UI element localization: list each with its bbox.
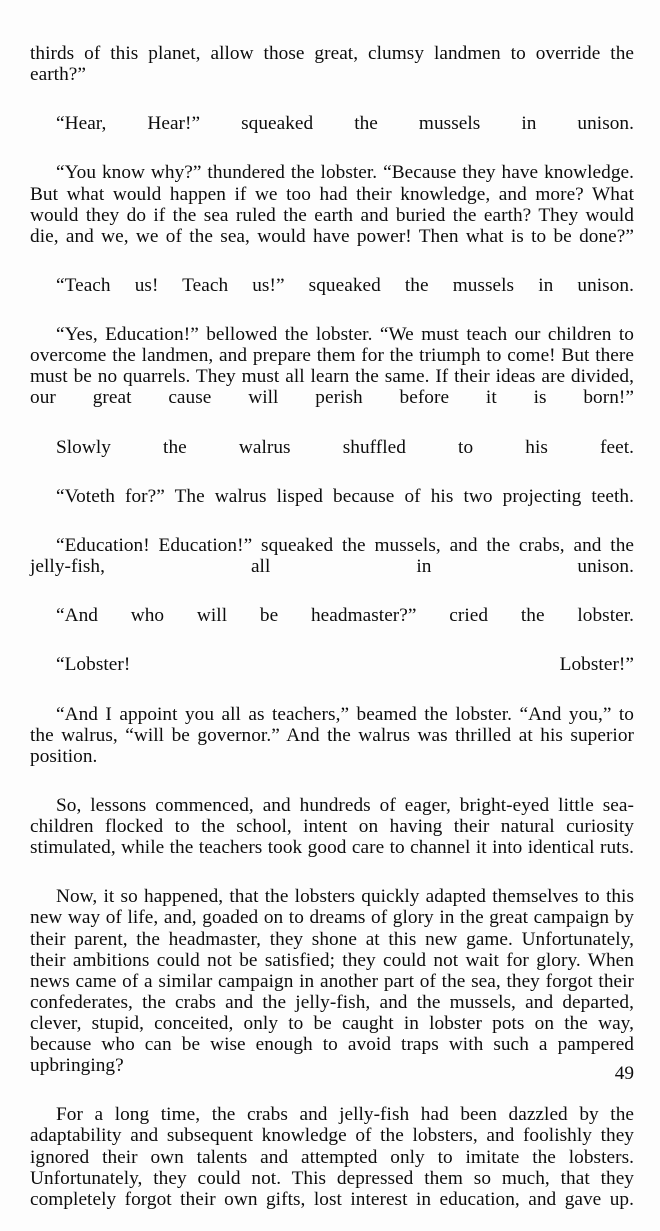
paragraph: Now, it so happened, that the lobsters quickly adapted themselves to this new way of life, and, goaded on to dreams of glory in the great campaign by their parent, the headmaster, they shone at this new game. Unfortunately, their ambitions could not be satisfied; they could not wait for glory. When news came of a similar campaign in another part of the sea, they forgot their confederates, the crabs and the jelly-fish, and the mussels, and departed, clever, stupid, conceited, only to be caught in lobster pots on the way, because who can be wise enough to avoid traps with such a pampered upbringing?	[30, 886, 634, 1077]
paragraph: Slowly the walrus shuffled to his feet.	[56, 436, 634, 458]
paragraph: “You know why?” thundered the lobster. “Because they have knowledge. But what would happen if we too had their knowledge, and more? What would they do if the sea ruled the earth and buried the earth? They would die, and we, we of the sea, would have power! Then what is to be done?”	[30, 162, 634, 247]
paragraph: “Voteth for?” The walrus lisped because of his two projecting teeth.	[56, 485, 634, 507]
paragraph: “Hear, Hear!” squeaked the mussels in unison.	[56, 113, 634, 135]
paragraph: “And I appoint you all as teachers,” beamed the lobster. “And you,” to the walrus, “will be governor.” And the walrus was thrilled at his superior position.	[30, 703, 634, 767]
paragraph: “Lobster! Lobster!”	[56, 654, 634, 676]
page-number: 49	[614, 1063, 634, 1084]
paragraph: “Teach us! Teach us!” squeaked the mussels in unison.	[56, 274, 634, 296]
paragraph: thirds of this planet, allow those great, clumsy landmen to override the earth?”	[30, 43, 634, 86]
paragraph: “And who will be headmaster?” cried the lobster.	[56, 605, 634, 627]
paragraph: “Yes, Education!” bellowed the lobster. “We must teach our children to overcome the landmen, and prepare them for the triumph to come! But there must be no quarrels. They must all learn the same. If their ideas are divided, our great cause will perish before it is born!”	[30, 324, 634, 409]
paragraph: So, lessons commenced, and hundreds of eager, bright-eyed little sea-children flocked to the school, intent on having their natural curiosity stimulated, while the teachers took good care to channel it into identical ruts.	[30, 795, 634, 859]
paragraph: “Education! Education!” squeaked the mussels, and the crabs, and the jelly-fish, all in unison.	[30, 534, 634, 578]
paragraph: For a long time, the crabs and jelly-fish had been dazzled by the adaptability and subsequent knowledge of the lobsters, and foolishly they ignored their own talents and attempted only to imitate the lobsters. Unfortunately, they could not. This depressed them so much, that they completely forgot their own gifts, lost interest in education, and gave up.	[30, 1104, 634, 1210]
page-text-block	[30, 43, 634, 1231]
